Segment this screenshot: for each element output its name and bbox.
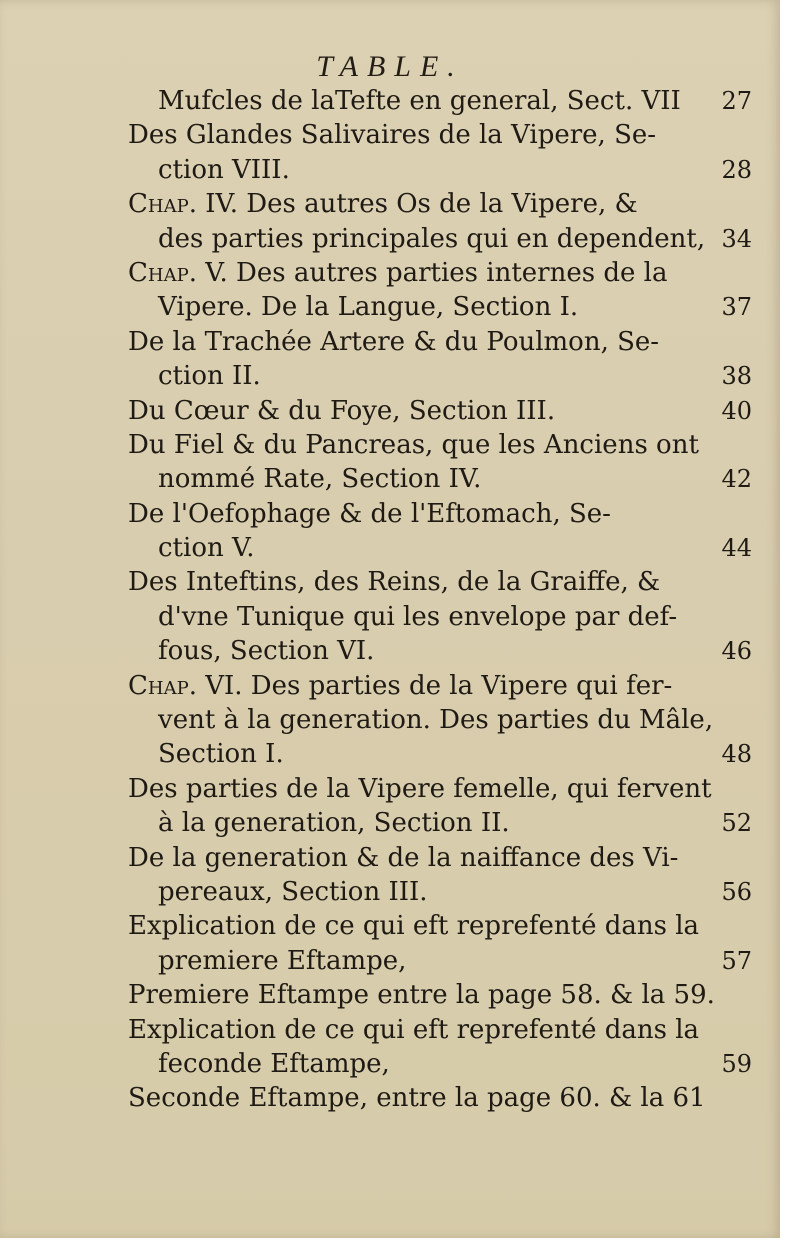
page-number: 28 (721, 155, 752, 184)
toc-entry-line (128, 875, 752, 909)
page-number: 27 (721, 87, 752, 115)
toc-entry-text: pereaux, Section III. (158, 876, 428, 907)
page-number: 59 (721, 1049, 752, 1078)
toc-entry-line (128, 256, 752, 290)
page-number: 52 (721, 809, 752, 838)
toc-entry-text: De la Trachée Artere & du Poulmon, Se- (128, 326, 660, 357)
toc-entry (128, 841, 752, 910)
toc-entry-text: Des autres parties internes de la (227, 257, 668, 288)
toc-entry-text: d'vne Tunique qui les envelope par def- (158, 601, 678, 632)
toc-entry-text: Des autres Os de la Vipere, & (238, 189, 638, 220)
toc-entry-text: ction II. (158, 361, 261, 392)
toc-entry-line (128, 806, 752, 840)
toc-entry (128, 394, 752, 428)
toc-entry-line (128, 84, 752, 118)
toc-entry-line (128, 703, 752, 737)
toc-entry (128, 978, 752, 1012)
toc-entry-line (128, 600, 752, 634)
toc-entry-text: Premiere Eftampe entre la page 58. & la 59. (128, 980, 715, 1011)
toc-entry-text: à la generation, Section II. (158, 808, 510, 839)
toc-entry-text: Des parties de la Vipere femelle, qui fervent (128, 773, 712, 804)
page-number: 56 (721, 877, 752, 906)
toc-entry (128, 1013, 752, 1082)
toc-entry-line (128, 1081, 752, 1115)
page-number: 57 (721, 946, 752, 975)
toc-entry-line (128, 325, 752, 359)
toc-entry-line (128, 1047, 752, 1081)
page-header: TABLE. (316, 50, 464, 83)
toc-entry-line (128, 944, 752, 978)
toc-entry-line (128, 394, 752, 428)
toc-entry-text: Vipere. De la Langue, Section I. (158, 292, 579, 323)
chapter-label: Chap. VI. (128, 670, 243, 701)
toc-entry (128, 565, 752, 668)
table-of-contents (128, 84, 752, 1116)
toc-entry-text: Du Cœur & du Foye, Section III. (128, 395, 556, 426)
page-number: 44 (721, 534, 752, 563)
toc-entry (128, 669, 752, 772)
toc-entry-text: Du Fiel & du Pancreas, que les Anciens ont (128, 429, 699, 460)
toc-entry-line (128, 290, 752, 324)
toc-entry-text: premiere Eftampe, (158, 945, 407, 976)
toc-entry (128, 187, 752, 256)
toc-entry-line (128, 634, 752, 668)
toc-entry-text: Section I. (158, 739, 284, 770)
toc-entry-text: feconde Eftampe, (158, 1048, 390, 1079)
toc-entry-line (128, 531, 752, 565)
toc-entry-text: des parties principales qui en dependent, (158, 223, 706, 254)
toc-entry (128, 325, 752, 394)
page-number: 40 (721, 396, 752, 425)
toc-entry-text: Des Inteftins, des Reins, de la Graiffe, & (128, 567, 661, 598)
page-number: 34 (721, 224, 752, 253)
toc-entry-line (128, 669, 752, 703)
page-number: 48 (721, 740, 752, 769)
toc-entry-line (128, 222, 752, 256)
chapter-label: Chap. IV. (128, 189, 238, 220)
toc-entry (128, 497, 752, 566)
toc-entry-line (128, 737, 752, 771)
toc-entry-text: Mufcles de laTefte en general, Sect. VII (158, 86, 681, 116)
toc-entry-text: De la generation & de la naiffance des Vi- (128, 842, 679, 873)
chapter-label: Chap. V. (128, 257, 228, 288)
toc-entry-line (128, 909, 752, 943)
toc-entry-text: ction V. (158, 533, 255, 564)
toc-entry-line (128, 565, 752, 599)
toc-entry (128, 84, 752, 118)
toc-entry-line (128, 978, 752, 1012)
toc-entry-line (128, 841, 752, 875)
toc-entry-line (128, 772, 752, 806)
toc-entry-line (128, 428, 752, 462)
page-number: 46 (721, 637, 752, 666)
toc-entry-line (128, 118, 752, 152)
toc-entry (128, 909, 752, 978)
page-number: 37 (721, 293, 752, 322)
toc-entry-text: vent à la generation. Des parties du Mâle, (158, 705, 714, 736)
toc-entry-text: fous, Section VI. (158, 636, 375, 667)
page-number: 38 (721, 362, 752, 391)
toc-entry (128, 428, 752, 497)
toc-entry-line (128, 359, 752, 393)
toc-entry-text: ction VIII. (158, 154, 290, 185)
toc-entry-text: Seconde Eftampe, entre la page 60. & la 61 (128, 1083, 706, 1114)
toc-entry-line (128, 497, 752, 531)
toc-entry-text: Des parties de la Vipere qui fer- (242, 670, 673, 701)
toc-entry-line (128, 462, 752, 496)
toc-entry-line (128, 187, 752, 221)
toc-entry-line (128, 153, 752, 187)
page-number: 42 (721, 465, 752, 494)
toc-entry (128, 256, 752, 325)
toc-entry-line (128, 1013, 752, 1047)
toc-entry (128, 772, 752, 841)
toc-entry-text: Explication de ce qui eft reprefenté dans la (128, 1014, 700, 1045)
toc-entry-text: Explication de ce qui eft reprefenté dans la (128, 911, 700, 942)
toc-entry-text: Des Glandes Salivaires de la Vipere, Se- (128, 120, 657, 151)
toc-entry (128, 1081, 752, 1115)
toc-entry (128, 118, 752, 187)
toc-entry-text: De l'Oefophage & de l'Eftomach, Se- (128, 498, 611, 529)
toc-entry-text: nommé Rate, Section IV. (158, 464, 482, 495)
